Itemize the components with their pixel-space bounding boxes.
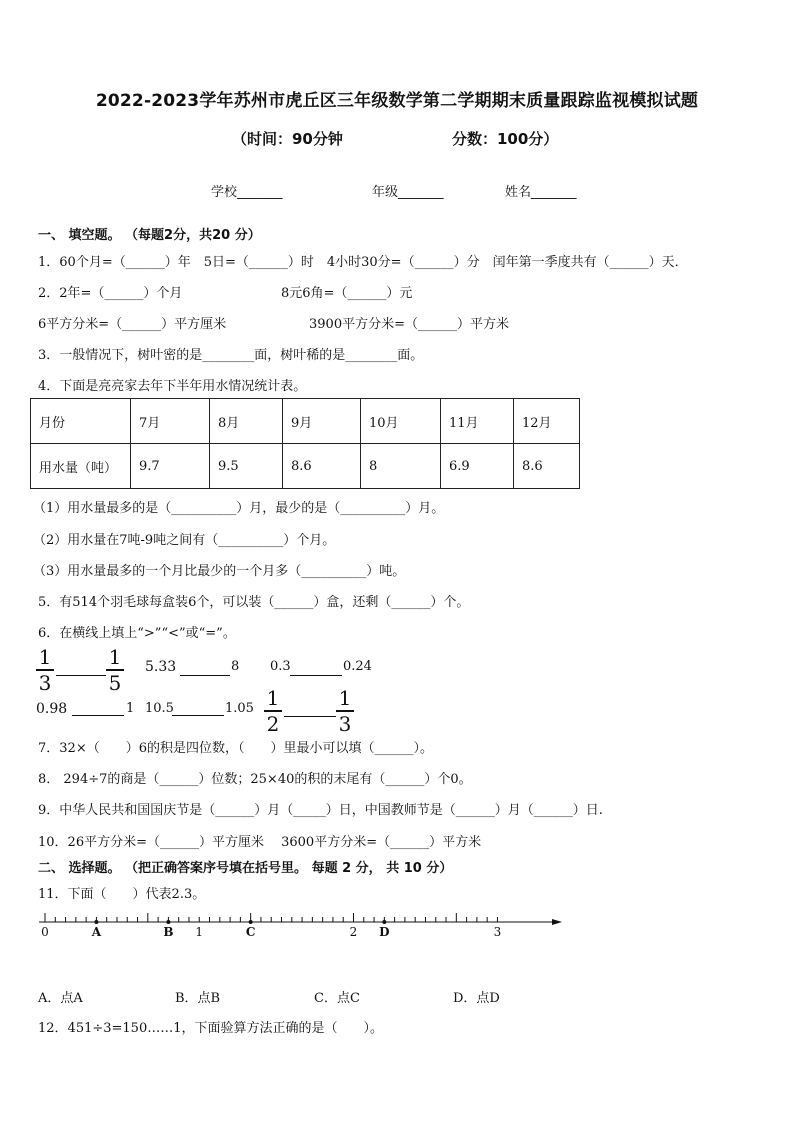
table-row (31, 444, 580, 489)
question-7: 7．32×（ ）6的积是四位数，（ ）里最小可以填（______）。 (38, 741, 433, 756)
table-cell: 9月 (283, 399, 361, 444)
question-4-2: （2）用水量在7吨-9吨之间有（__________）个月。 (33, 533, 336, 548)
compare-left-value: 5.33 (145, 659, 177, 675)
table-cell: 10月 (361, 399, 441, 444)
tick-label: 2 (349, 925, 358, 939)
comparison-blank[interactable] (290, 675, 342, 676)
tick-label: 0 (41, 925, 49, 939)
question-11: 11．下面（ ）代表2.3。 (38, 887, 206, 902)
table-cell: 8月 (210, 399, 283, 444)
option-a[interactable]: A．点A (38, 991, 83, 1006)
table-cell: 9.5 (210, 444, 283, 489)
school-field: 学校_______ (211, 185, 283, 200)
table-cell: 8 (361, 444, 441, 489)
option-b[interactable]: B．点B (175, 991, 221, 1006)
name-field: 姓名_______ (505, 185, 577, 200)
table-cell: 月份 (31, 399, 131, 444)
section-2-heading: 二、 选择题。 （把正确答案序号填在括号里。 每题 2 分， 共 10 分） (38, 861, 453, 876)
question-2d: 3900平方分米=（______）平方米 (309, 317, 509, 332)
question-6: 6．在横线上填上“>”“<”或“=”。 (38, 626, 236, 641)
point-marker (382, 920, 386, 924)
comparison-blank[interactable] (172, 715, 224, 716)
tick-label: C (245, 925, 256, 939)
compare-right-value: 1 (126, 701, 135, 716)
question-12: 12．451÷3=150……1，下面验算方法正确的是（ ）。 (38, 1021, 383, 1036)
question-2a: 2．2年=（______）个月 (38, 286, 183, 301)
fraction-one-third: 1 3 (36, 646, 54, 694)
exam-time: （时间：90分钟 (232, 130, 343, 148)
tick-label: B (163, 925, 174, 939)
comparison-blank[interactable] (56, 675, 106, 676)
fraction-one-fifth: 1 5 (106, 646, 124, 694)
comparison-blank[interactable] (284, 716, 336, 717)
question-1: 1．60个月=（______）年 5日=（______）时 4小时30分=（______）分 闰年第一季度共有（______）天． (38, 255, 688, 270)
question-9: 9．中华人民共和国国庆节是（______）月（_____）日，中国教师节是（______）月（______）日. (38, 803, 603, 818)
table-cell: 用水量（吨） (31, 444, 131, 489)
compare-left-value: 0.98 (36, 701, 68, 717)
number-line (30, 908, 575, 948)
compare-left-value: 10.5 (145, 701, 174, 716)
page-title: 2022-2023学年苏州市虎丘区三年级数学第二学期期末质量跟踪监视模拟试题 (95, 91, 699, 111)
compare-left-value: 0.3 (270, 659, 291, 674)
compare-right-value: 1.05 (225, 701, 254, 716)
question-4: 4．下面是亮亮家去年下半年用水情况统计表。 (38, 379, 307, 394)
tick-label: A (91, 925, 102, 939)
exam-score: 分数：100分） (452, 130, 559, 148)
table-cell: 9.7 (131, 444, 210, 489)
point-marker (166, 920, 170, 924)
question-2b: 8元6角=（______）元 (281, 286, 413, 301)
comparison-blank[interactable] (72, 715, 124, 716)
option-c[interactable]: C．点C (314, 991, 360, 1006)
table-cell: 8.6 (283, 444, 361, 489)
tick-label: 3 (493, 925, 502, 939)
question-5: 5．有514个羽毛球每盒装6个，可以装（______）盒，还剩（______）个。 (38, 595, 470, 610)
point-marker (249, 920, 253, 924)
tick-label: 1 (195, 925, 204, 939)
table-cell: 8.6 (514, 444, 580, 489)
point-marker (94, 920, 98, 924)
grade-field: 年级_______ (372, 185, 444, 200)
comparison-blank[interactable] (180, 675, 230, 676)
table-cell: 7月 (131, 399, 210, 444)
axis-arrow (552, 919, 562, 925)
compare-right-value: 0.24 (343, 659, 372, 674)
question-10: 10．26平方分米=（______）平方厘米 3600平方分米=（______）平方米 (38, 835, 482, 850)
question-4-1: （1）用水量最多的是（__________）月，最少的是（__________）月。 (33, 501, 445, 516)
table-cell: 11月 (441, 399, 514, 444)
fraction-one-third-b: 1 3 (336, 687, 354, 735)
question-2c: 6平方分米=（______）平方厘米 (38, 317, 227, 332)
tick-label: D (379, 925, 390, 939)
question-3: 3．一般情况下，树叶密的是________面，树叶稀的是________面。 (38, 348, 424, 363)
table-cell: 6.9 (441, 444, 514, 489)
section-1-heading: 一、 填空题。 （每题2分，共20 分） (38, 228, 261, 243)
question-4-3: （3）用水量最多的一个月比最少的一个月多（__________）吨。 (33, 564, 406, 579)
option-d[interactable]: D．点D (453, 991, 500, 1006)
table-cell: 12月 (514, 399, 580, 444)
water-usage-table (30, 398, 580, 489)
compare-right-value: 8 (231, 659, 240, 674)
question-8: 8． 294÷7的商是（______）位数；25×40的积的末尾有（______）个0。 (38, 772, 472, 787)
table-row (31, 399, 580, 444)
fraction-one-half: 1 2 (264, 687, 282, 735)
